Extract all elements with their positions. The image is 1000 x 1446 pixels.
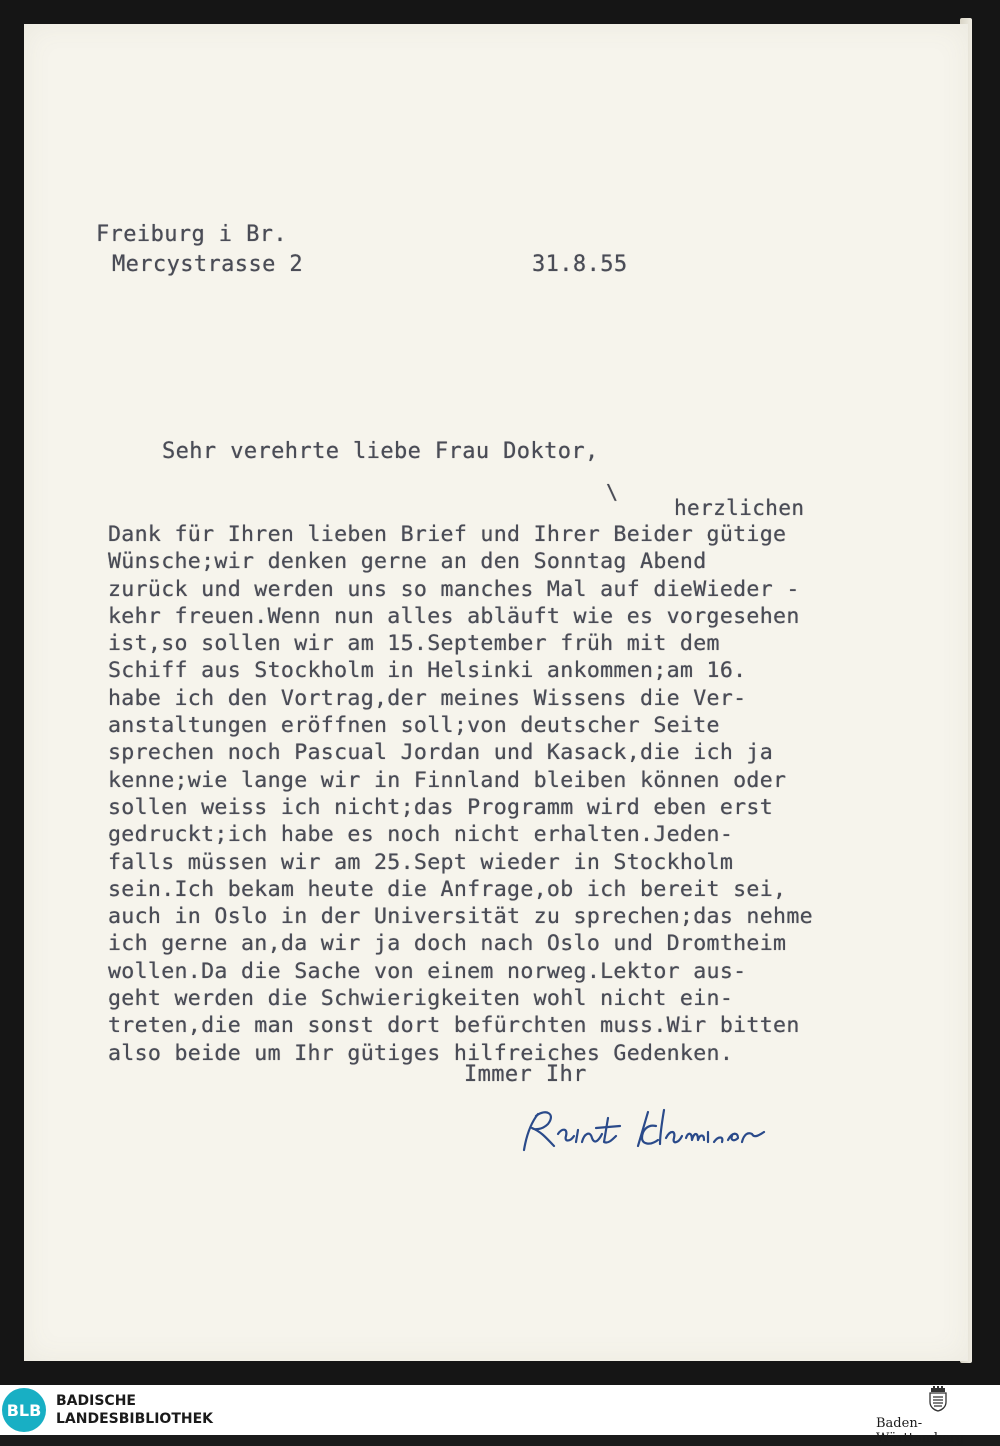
body-line: zurück und werden uns so manches Mal auf dieWieder - <box>108 576 800 602</box>
letter-date: 31.8.55 <box>532 252 628 277</box>
body-line: falls müssen wir am 25.Sept wieder in Stockholm <box>108 849 734 875</box>
body-line: sollen weiss ich nicht;das Programm wird eben erst <box>108 794 774 820</box>
handwritten-signature-icon <box>508 1098 788 1158</box>
closing: Immer Ihr <box>464 1062 587 1087</box>
insertion-caret-mark: \ <box>606 480 619 504</box>
body-line: sprechen noch Pascual Jordan und Kasack,die ich ja <box>108 740 774 766</box>
body-line: geht werden die Schwierigkeiten wohl nicht ein- <box>108 986 734 1012</box>
body-line: treten,die man sonst dort befürchten muss.Wir bitten <box>108 1013 800 1039</box>
sender-address-line2: Mercystrasse 2 <box>112 252 304 277</box>
state-crest-icon <box>927 1386 949 1412</box>
letter-body <box>108 521 968 1067</box>
body-line: ist,so sollen wir am 15.September früh mit dem <box>108 631 720 657</box>
body-line: kehr freuen.Wenn nun alles abläuft wie es vorgesehen <box>108 603 800 629</box>
body-line: anstaltungen eröffnen soll;von deutscher Seite <box>108 713 720 739</box>
body-line: Wünsche;wir denken gerne an den Sonntag Abend <box>108 549 707 575</box>
body-line: ich gerne an,da wir ja doch nach Oslo und Dromtheim <box>108 931 787 957</box>
blb-logo: BLB <box>2 1388 46 1432</box>
library-name-line1: BADISCHE <box>56 1393 136 1409</box>
body-line: gedruckt;ich habe es noch nicht erhalten.Jeden- <box>108 822 734 848</box>
body-line: habe ich den Vortrag,der meines Wissens die Ver- <box>108 685 747 711</box>
body-line: Dank für Ihren lieben Brief und Ihrer Beider gütige <box>108 522 787 547</box>
salutation: Sehr verehrte liebe Frau Doktor, <box>162 439 599 464</box>
sender-address-line1: Freiburg i Br. <box>96 222 288 247</box>
library-name-line2: LANDESBIBLIOTHEK <box>56 1411 214 1427</box>
letter-page <box>24 24 968 1361</box>
state-name: Baden-Württemberg <box>876 1416 965 1446</box>
body-line: Schiff aus Stockholm in Helsinki ankommen;am 16. <box>108 658 747 684</box>
library-name <box>56 1392 213 1428</box>
body-line: also beide um Ihr gütiges hilfreiches Gedenken. <box>108 1040 734 1066</box>
body-line: kenne;wie lange wir in Finnland bleiben können oder <box>108 767 787 793</box>
body-line: sein.Ich bekam heute die Anfrage,ob ich bereit sei, <box>108 876 787 902</box>
body-line: auch in Oslo in der Universität zu sprechen;das nehme <box>108 904 813 930</box>
inserted-word: herzlichen <box>674 496 805 520</box>
body-line: wollen.Da die Sache von einem norweg.Lektor aus- <box>108 958 747 984</box>
